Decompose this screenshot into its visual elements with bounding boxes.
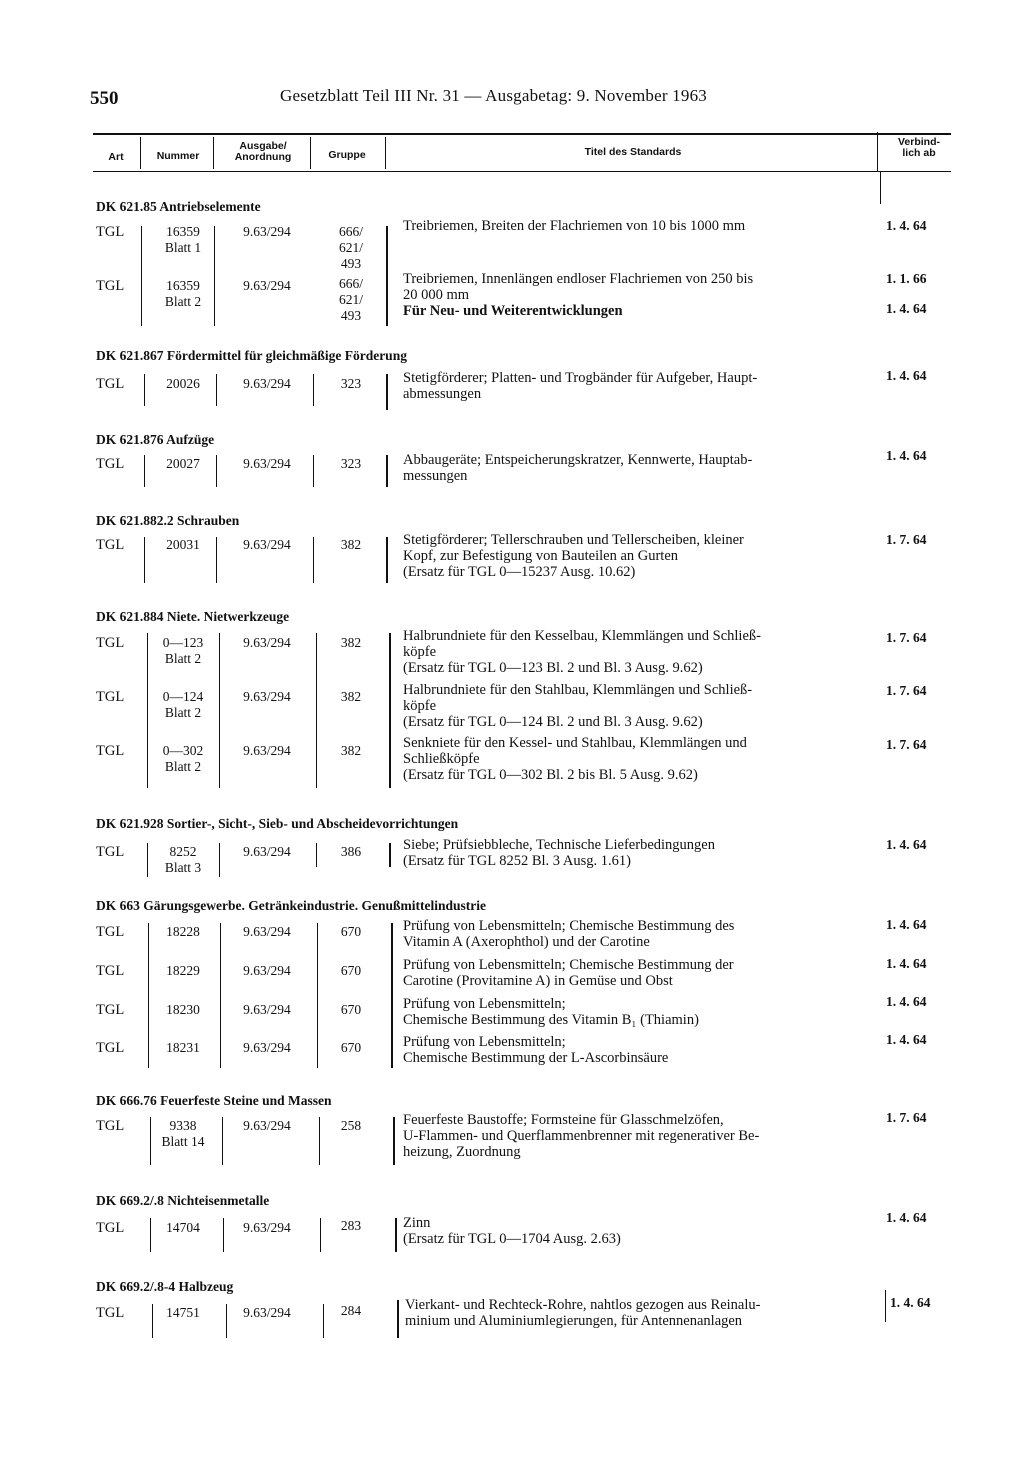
row-verbindlich: 1. 4. 64	[886, 1032, 927, 1047]
row-nummer	[148, 1118, 218, 1150]
nummer-line: Blatt 2	[164, 759, 202, 774]
column-bar	[397, 1300, 399, 1338]
row-verbindlich: 1. 4. 64	[886, 956, 927, 971]
row-verbindlich: 1. 4. 64	[886, 301, 927, 316]
row-titel	[403, 532, 877, 580]
titel-line: Stetigförderer; Tellerschrauben und Tellerscheiben, kleiner	[403, 532, 744, 548]
column-bar	[317, 923, 318, 1068]
row-gruppe: 284	[340, 1303, 362, 1318]
titel-line: Carotine (Provitamine A) in Gemüse und Obst	[403, 973, 673, 989]
nummer-line: 16359	[166, 224, 200, 239]
titel-line: Halbrundniete für den Stahlbau, Klemmlängen und Schließ-	[403, 682, 753, 698]
column-bar	[219, 843, 220, 877]
column-bar	[150, 1218, 151, 1252]
col-head-verbindlich	[884, 137, 954, 159]
row-nummer: 14704	[166, 1220, 200, 1235]
nummer-line: Blatt 2	[164, 651, 202, 666]
gruppe-line: 621/	[338, 292, 363, 307]
publication-title: Gesetzblatt Teil III Nr. 31 — Ausgabetag: 9. November 1963	[280, 86, 707, 105]
row-gruppe: 670	[340, 1002, 362, 1017]
row-ausgabe: 9.63/294	[243, 743, 291, 758]
row-nummer: 18228	[166, 924, 200, 939]
nummer-line: 0—302	[162, 743, 204, 758]
row-art: TGL	[96, 635, 125, 651]
titel-line: Kopf, zur Befestigung von Bauteilen an Gurten	[403, 548, 679, 564]
row-art: TGL	[96, 1118, 125, 1134]
nummer-line: 9338	[169, 1118, 197, 1133]
column-bar	[386, 226, 388, 326]
column-bar	[147, 633, 148, 788]
row-ausgabe: 9.63/294	[243, 537, 291, 552]
row-gruppe: 382	[340, 689, 362, 704]
row-ausgabe: 9.63/294	[243, 1220, 291, 1235]
row-gruppe: 670	[340, 1040, 362, 1055]
titel-line: 20 000 mm	[403, 287, 470, 303]
section-heading: DK 669.2/.8-4 Halbzeug	[96, 1279, 234, 1294]
row-titel	[403, 370, 877, 402]
column-bar	[389, 633, 391, 788]
row-nummer	[148, 689, 218, 721]
titel-line: Prüfung von Lebensmitteln; Chemische Bestimmung der	[403, 957, 734, 973]
titel-line: Prüfung von Lebensmitteln;	[403, 1034, 566, 1050]
col-head-art: Art	[108, 151, 124, 163]
row-art: TGL	[96, 844, 125, 860]
row-titel	[403, 837, 877, 869]
row-ausgabe: 9.63/294	[243, 224, 291, 239]
titel-line: abmessungen	[403, 386, 482, 402]
row-art: TGL	[96, 1305, 125, 1321]
row-ausgabe: 9.63/294	[243, 1002, 291, 1017]
nummer-line: 0—124	[162, 689, 204, 704]
row-gruppe: 283	[340, 1218, 362, 1233]
titel-line: köpfe	[403, 644, 437, 660]
row-ausgabe: 9.63/294	[243, 844, 291, 859]
row-ausgabe: 9.63/294	[243, 635, 291, 650]
row-verbindlich: 1. 1. 66	[886, 271, 927, 286]
titel-line: Abbaugeräte; Entspeicherungskratzer, Kennwerte, Hauptab-	[403, 452, 753, 468]
titel-line: (Ersatz für TGL 0—123 Bl. 2 und Bl. 3 Ausg. 9.62)	[403, 660, 703, 676]
column-bar	[313, 537, 314, 583]
column-bar	[316, 633, 317, 788]
titel-line: Vierkant- und Rechteck-Rohre, nahtlos gezogen aus Reinalu-	[405, 1297, 761, 1313]
row-titel	[403, 957, 877, 989]
row-art: TGL	[96, 924, 125, 940]
row-art: TGL	[96, 537, 125, 553]
row-ausgabe: 9.63/294	[243, 278, 291, 293]
row-nummer	[148, 278, 218, 310]
column-bar	[226, 1304, 227, 1338]
column-bar	[313, 374, 314, 406]
row-art: TGL	[96, 1040, 125, 1056]
row-verbindlich: 1. 4. 64	[890, 1295, 931, 1310]
row-verbindlich: 1. 4. 64	[886, 368, 927, 383]
row-gruppe: 386	[340, 844, 362, 859]
row-verbindlich: 1. 7. 64	[886, 532, 927, 547]
column-bar	[144, 537, 145, 583]
column-bar	[316, 843, 317, 867]
row-nummer: 14751	[166, 1305, 200, 1320]
col-head-ausgabe-line: Anordnung	[234, 151, 292, 163]
row-nummer	[148, 635, 218, 667]
nummer-line: Blatt 2	[164, 705, 202, 720]
col-head-gruppe: Gruppe	[328, 149, 366, 161]
row-gruppe: 382	[340, 743, 362, 758]
head-separator	[880, 172, 881, 204]
titel-line: U-Flammen- und Querflammenbrenner mit regenerativer Be-	[403, 1128, 760, 1144]
titel-line: (Ersatz für TGL 0—124 Bl. 2 und Bl. 3 Ausg. 9.62)	[403, 714, 703, 730]
gruppe-line: 493	[340, 256, 362, 271]
row-art: TGL	[96, 224, 125, 240]
col-head-verbindlich-line: Verbind-	[897, 136, 940, 148]
titel-line: Siebe; Prüfsiebbleche, Technische Lieferbedingungen	[403, 837, 715, 853]
row-art: TGL	[96, 1002, 125, 1018]
column-bar	[148, 923, 149, 1068]
nummer-line: 16359	[166, 278, 200, 293]
row-verbindlich: 1. 7. 64	[886, 737, 927, 752]
column-bar	[214, 226, 215, 326]
row-titel	[403, 1034, 877, 1066]
row-titel	[403, 1215, 877, 1247]
section-heading: DK 663 Gärungsgewerbe. Getränkeindustrie. Genußmittelindustrie	[96, 898, 486, 913]
titel-line: messungen	[403, 468, 468, 484]
titel-line: Feuerfeste Baustoffe; Formsteine für Glasschmelzöfen,	[403, 1112, 724, 1128]
nummer-line: Blatt 3	[164, 860, 202, 875]
column-bar	[319, 1117, 320, 1165]
col-head-ausgabe-line: Ausgabe/	[239, 140, 287, 152]
table-head-rule	[93, 171, 951, 172]
column-bar	[147, 843, 148, 877]
row-verbindlich: 1. 4. 64	[886, 218, 927, 233]
titel-line: köpfe	[403, 698, 437, 714]
column-bar	[323, 1304, 324, 1338]
head-separator	[877, 132, 878, 172]
column-bar	[386, 374, 388, 410]
titel-line: Chemische Bestimmung der L-Ascorbinsäure	[403, 1050, 669, 1066]
column-bar	[219, 633, 220, 788]
row-nummer	[148, 743, 218, 775]
row-art: TGL	[96, 1220, 125, 1236]
head-separator	[310, 137, 311, 169]
column-bar	[395, 1218, 397, 1252]
section-heading: DK 621.882.2 Schrauben	[96, 513, 240, 528]
titel-line: Prüfung von Lebensmitteln;	[403, 996, 566, 1012]
row-art: TGL	[96, 278, 125, 294]
row-nummer: 20027	[166, 456, 200, 471]
page-number: 550	[90, 88, 119, 109]
titel-line: heizung, Zuordnung	[403, 1144, 521, 1160]
gruppe-line: 666/	[338, 224, 363, 239]
row-art: TGL	[96, 456, 125, 472]
column-bar	[320, 1218, 321, 1252]
section-heading: DK 666.76 Feuerfeste Steine und Massen	[96, 1093, 332, 1108]
row-ausgabe: 9.63/294	[243, 689, 291, 704]
row-gruppe: 323	[340, 376, 362, 391]
row-titel	[403, 735, 877, 783]
row-gruppe: 258	[340, 1118, 362, 1133]
row-nummer	[148, 224, 218, 256]
row-titel	[403, 271, 877, 319]
section-heading: DK 621.884 Niete. Nietwerkzeuge	[96, 609, 290, 624]
column-bar	[150, 1117, 151, 1165]
titel-line: Zinn	[403, 1215, 431, 1231]
row-gruppe: 382	[340, 537, 362, 552]
column-bar	[141, 226, 142, 326]
titel-line: Stetigförderer; Platten- und Trogbänder für Aufgeber, Haupt-	[403, 370, 758, 386]
titel-line: Senkniete für den Kessel- und Stahlbau, Klemmlängen und	[403, 735, 747, 751]
row-verbindlich: 1. 4. 64	[886, 837, 927, 852]
column-bar	[386, 537, 388, 583]
column-bar	[152, 1304, 153, 1338]
row-ausgabe: 9.63/294	[243, 1040, 291, 1055]
column-bar	[144, 455, 145, 487]
gruppe-line: 621/	[338, 240, 363, 255]
row-ausgabe: 9.63/294	[243, 963, 291, 978]
column-bar	[389, 843, 391, 867]
head-separator	[213, 137, 214, 169]
titel-line: Halbrundniete für den Kesselbau, Klemmlängen und Schließ-	[403, 628, 761, 644]
row-nummer	[148, 844, 218, 876]
row-gruppe: 323	[340, 456, 362, 471]
row-titel	[403, 996, 877, 1028]
titel-line: minium und Aluminiumlegierungen, für Antennenanlagen	[405, 1313, 743, 1329]
column-bar	[223, 1218, 224, 1252]
row-art: TGL	[96, 963, 125, 979]
row-titel	[403, 918, 877, 950]
row-ausgabe: 9.63/294	[243, 456, 291, 471]
row-verbindlich: 1. 4. 64	[886, 917, 927, 932]
col-head-verbindlich-line: lich ab	[902, 147, 936, 159]
section-heading: DK 621.867 Fördermittel für gleichmäßige Förderung	[96, 348, 407, 363]
row-gruppe: 382	[340, 635, 362, 650]
section-heading: DK 621.85 Antriebselemente	[96, 199, 261, 214]
row-titel	[403, 682, 877, 730]
row-ausgabe: 9.63/294	[243, 376, 291, 391]
titel-line: (Ersatz für TGL 0—302 Bl. 2 bis Bl. 5 Ausg. 9.62)	[403, 767, 698, 783]
titel-line: Chemische Bestimmung des Vitamin B₁ (Thiamin)	[403, 1012, 699, 1028]
row-art: TGL	[96, 743, 125, 759]
row-titel	[403, 452, 877, 484]
row-nummer: 20026	[166, 376, 200, 391]
row-verbindlich: 1. 4. 64	[886, 1210, 927, 1225]
col-head-nummer: Nummer	[156, 150, 200, 162]
gruppe-line: 493	[340, 308, 362, 323]
row-nummer: 18231	[166, 1040, 200, 1055]
section-heading: DK 621.928 Sortier-, Sicht-, Sieb- und Abscheidevorrichtungen	[96, 816, 459, 831]
row-verbindlich: 1. 4. 64	[886, 448, 927, 463]
row-art: TGL	[96, 689, 125, 705]
row-verbindlich: 1. 7. 64	[886, 630, 927, 645]
column-bar	[216, 537, 217, 583]
section-heading: DK 669.2/.8 Nichteisenmetalle	[96, 1193, 270, 1208]
row-gruppe: 670	[340, 963, 362, 978]
row-titel	[403, 1112, 877, 1160]
nummer-line: 8252	[169, 844, 197, 859]
row-verbindlich: 1. 7. 64	[886, 1110, 927, 1125]
nummer-line: Blatt 14	[161, 1134, 205, 1149]
column-bar	[216, 374, 217, 406]
titel-line: Schließköpfe	[403, 751, 480, 767]
row-gruppe	[320, 224, 382, 272]
nummer-line: 0—123	[162, 635, 204, 650]
row-nummer: 18229	[166, 963, 200, 978]
nummer-line: Blatt 1	[164, 240, 202, 255]
head-separator	[385, 137, 386, 169]
column-bar	[386, 455, 388, 487]
row-nummer: 20031	[166, 537, 200, 552]
column-bar	[885, 1290, 886, 1322]
row-gruppe	[320, 276, 382, 324]
titel-line: (Ersatz für TGL 0—1704 Ausg. 2.63)	[403, 1231, 621, 1247]
titel-line: Für Neu- und Weiterentwicklungen	[403, 303, 623, 319]
column-bar	[144, 374, 145, 406]
row-ausgabe: 9.63/294	[243, 1118, 291, 1133]
row-verbindlich: 1. 4. 64	[886, 994, 927, 1009]
column-bar	[393, 1117, 395, 1165]
column-bar	[391, 923, 393, 1068]
nummer-line: Blatt 2	[164, 294, 202, 309]
head-separator	[140, 137, 141, 169]
column-bar	[313, 455, 314, 487]
column-bar	[220, 923, 221, 1068]
column-bar	[222, 1117, 223, 1165]
titel-line: Treibriemen, Breiten der Flachriemen von 10 bis 1000 mm	[403, 218, 746, 234]
row-titel	[403, 218, 877, 234]
row-titel	[405, 1297, 879, 1329]
row-titel	[403, 628, 877, 676]
row-nummer: 18230	[166, 1002, 200, 1017]
row-gruppe: 670	[340, 924, 362, 939]
row-verbindlich: 1. 7. 64	[886, 683, 927, 698]
gruppe-line: 666/	[338, 276, 363, 291]
titel-line: (Ersatz für TGL 8252 Bl. 3 Ausg. 1.61)	[403, 853, 631, 869]
row-ausgabe: 9.63/294	[243, 1305, 291, 1320]
row-ausgabe: 9.63/294	[243, 924, 291, 939]
col-head-ausgabe	[220, 141, 306, 163]
titel-line: Vitamin A (Axerophthol) und der Carotine	[403, 934, 650, 950]
column-bar	[216, 455, 217, 487]
titel-line: Treibriemen, Innenlängen endloser Flachriemen von 250 bis	[403, 271, 754, 287]
table-top-rule	[93, 133, 951, 135]
col-head-titel: Titel des Standards	[584, 146, 682, 158]
titel-line: Prüfung von Lebensmitteln; Chemische Bestimmung des	[403, 918, 735, 934]
row-art: TGL	[96, 376, 125, 392]
titel-line: (Ersatz für TGL 0—15237 Ausg. 10.62)	[403, 564, 636, 580]
section-heading: DK 621.876 Aufzüge	[96, 432, 215, 447]
